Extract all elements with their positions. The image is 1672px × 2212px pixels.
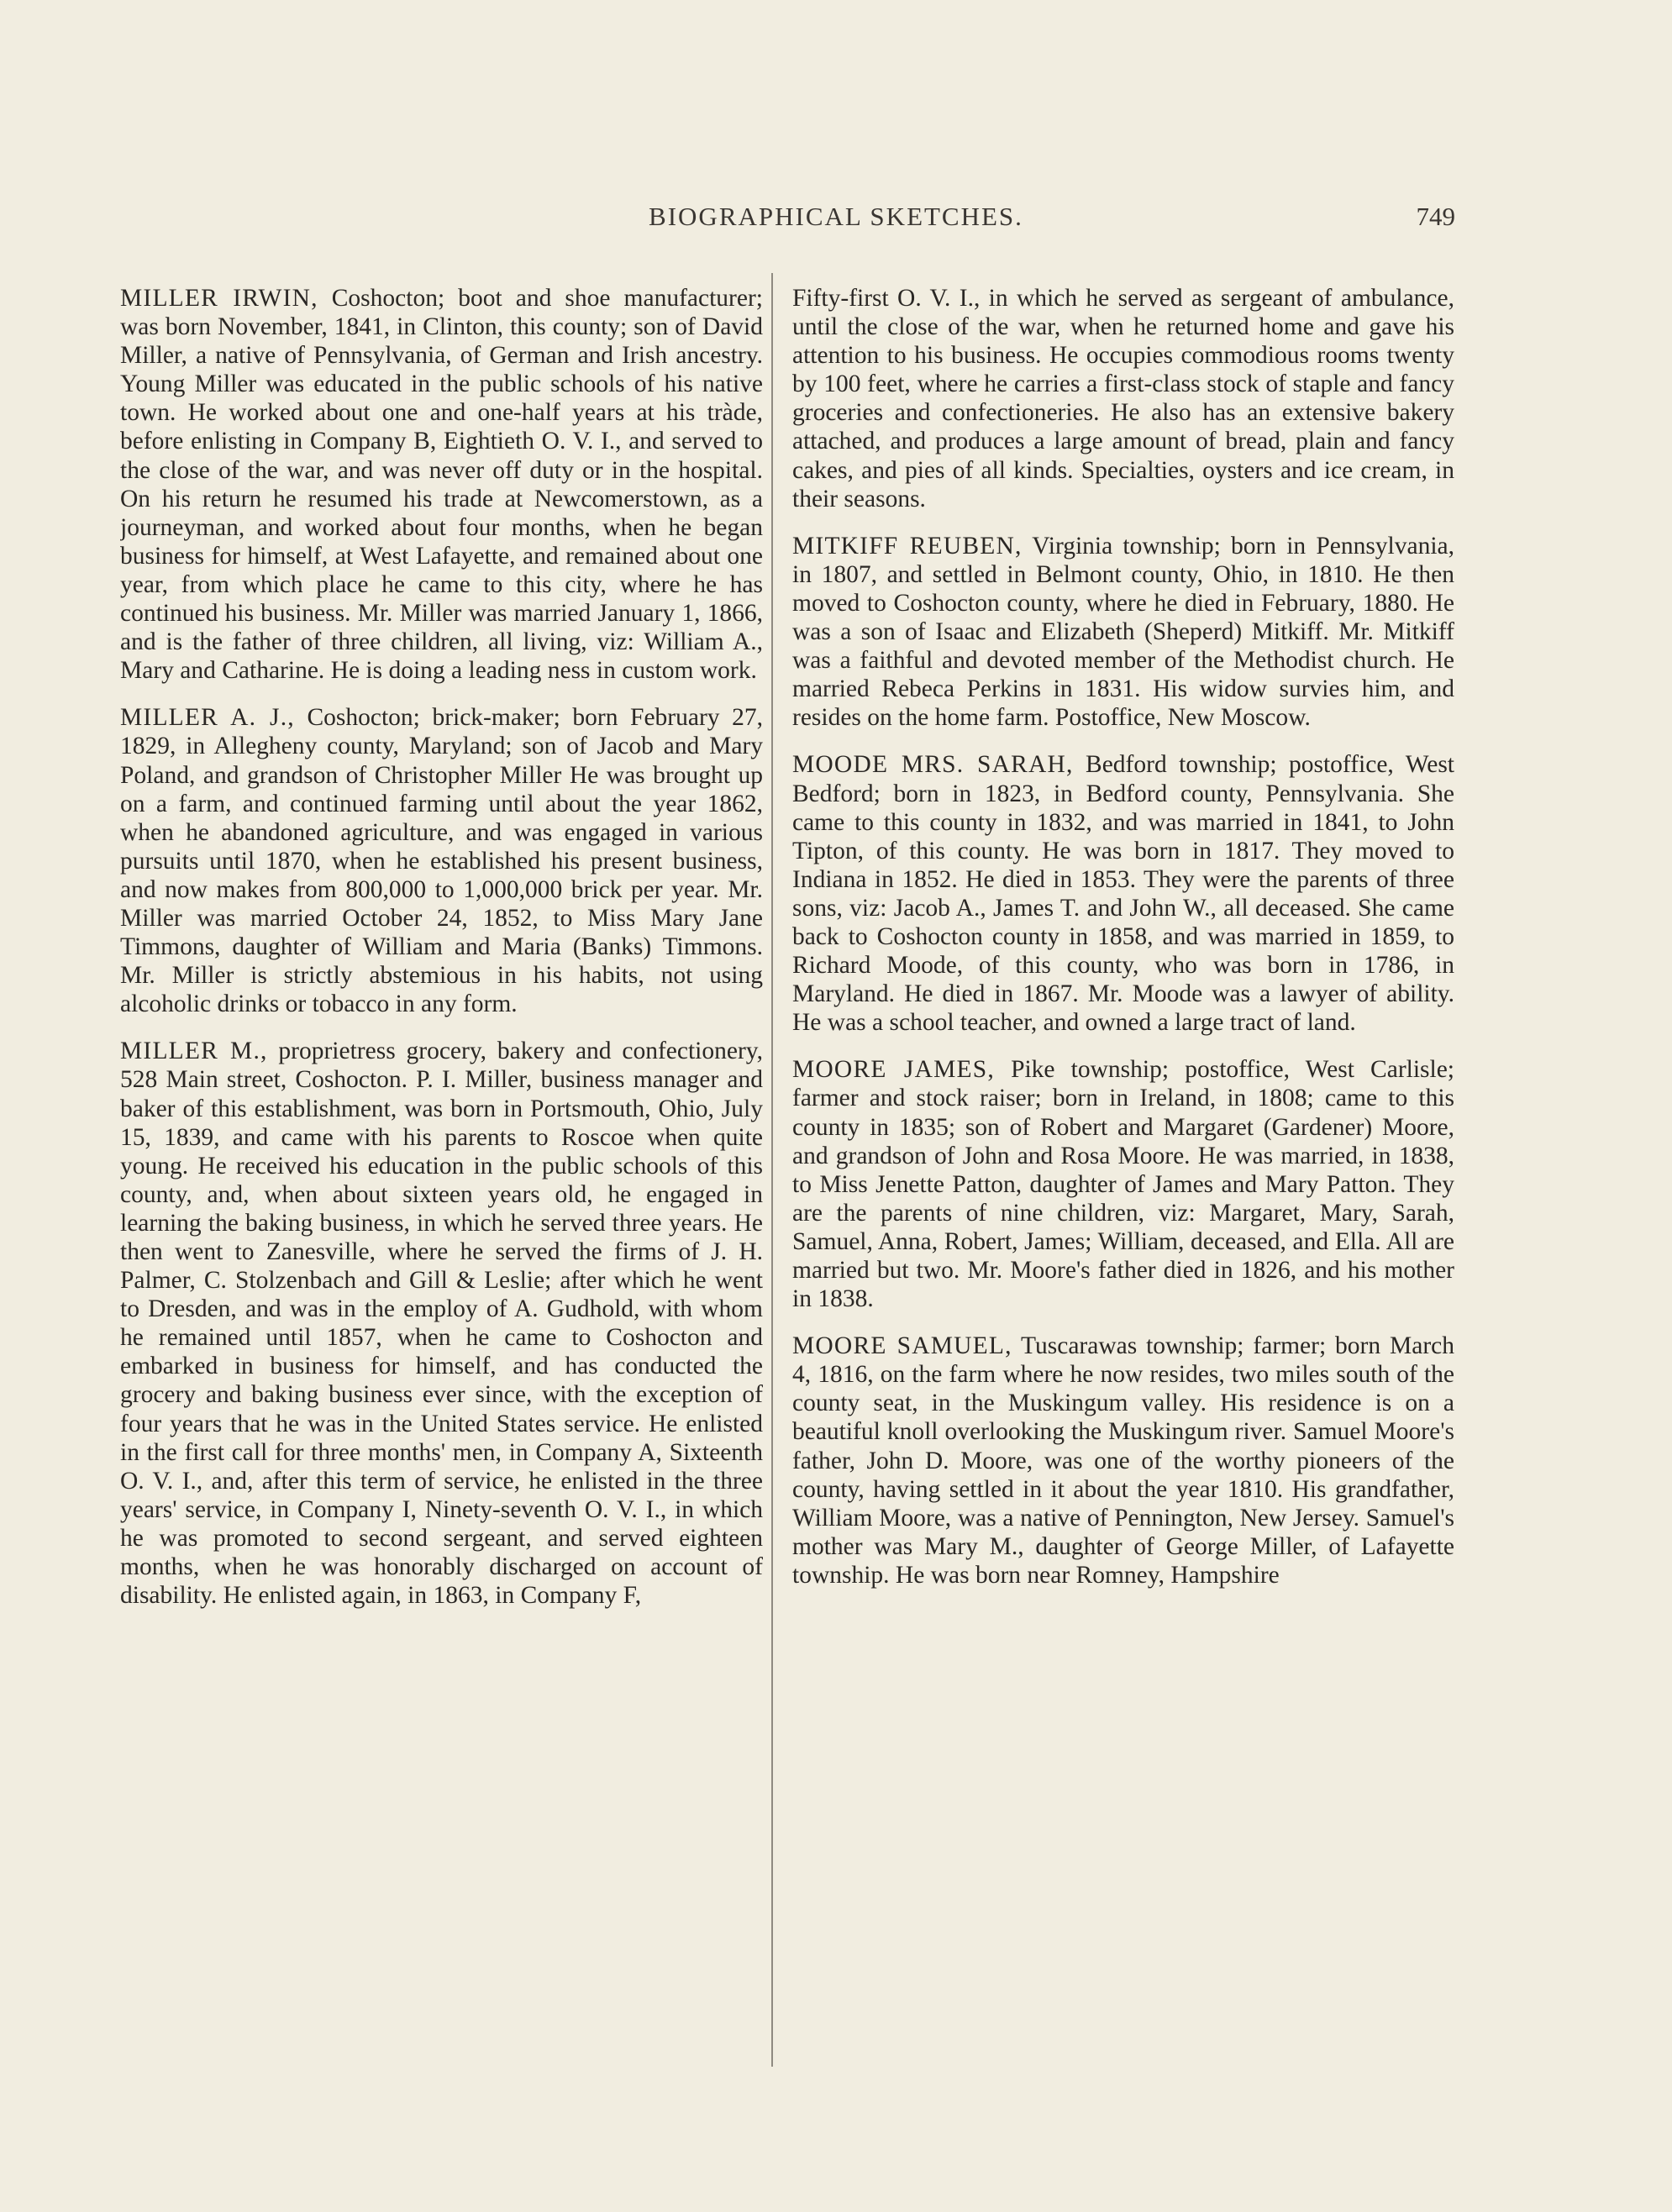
entry-paragraph: [792, 532, 1454, 733]
running-head: [0, 202, 1672, 235]
entry-name: MILLER M.,: [120, 1038, 268, 1065]
entry-name: MOORE JAMES,: [792, 1056, 995, 1084]
entry-paragraph: [792, 284, 1454, 513]
entry-miller-aj: [120, 703, 763, 1018]
entry-name: MILLER IRWIN,: [120, 285, 318, 312]
entry-name: MOORE SAMUEL,: [792, 1332, 1012, 1360]
entry-text: Coshocton; brick-maker; born February 27, 1829, in Allegheny county, Maryland; son of Jacob and Mary Poland, and grandson of Christopher Miller He was brought up on a farm, and continued farming until about the year 1862, when he abandoned agriculture, and was engaged in various pursuits until 1870, when he established his present business, and now makes from 800,000 to 1,000,000 brick per year. Mr. Miller was married October 24, 1852, to Miss Mary Jane Timmons, daughter of William and Maria (Banks) Timmons. Mr. Miller is strictly abstemious in his habits, not using alcoholic drinks or tobacco in any form.: [120, 704, 763, 1018]
entry-text: Bedford township; postoffice, West Bedford; born in 1823, in Bedford county, Pennsylvania. She came to this county in 1832, and was married in 1841, to John Tipton, of this county. He was born in 1817. They moved to Indiana in 1852. He died in 1853. They were the parents of three sons, viz: Jacob A., James T. and John W., all deceased. She came back to Coshocton county in 1858, and was married in 1859, to Richard Moode, of this county, who was born in 1786, in Maryland. He died in 1867. Mr. Moode was a lawyer of ability. He was a school teacher, and owned a large tract of land.: [792, 751, 1454, 1037]
entry-text: Tuscarawas township; farmer; born March 4, 1816, on the farm where he now resides, two miles south of the county seat, in the Muskingum valley. His residence is on a beautiful knoll overlooking the Muskingum river. Samuel Moore's father, John D. Moore, was one of the worthy pioneers of the county, having settled in it about the year 1810. His grandfather, William Moore, was a native of Pennington, New Jersey. Samuel's mother was Mary M., daughter of George Miller, of Lafayette township. He was born near Romney, Hampshire: [792, 1332, 1454, 1589]
entry-name: MITKIFF REUBEN,: [792, 532, 1023, 560]
entry-text: Virginia township; born in Pennsylvania, in 1807, and settled in Belmont county, Ohio, in 1810. He then moved to Coshocton county, where he died in February, 1880. He was a son of Isaac and Elizabeth (Sheperd) Mitkiff. Mr. Mitkiff was a faithful and devoted member of the Methodist church. He married Rebeca Perkins in 1831. His widow survies him, and resides on the home farm. Postoffice, New Moscow.: [792, 532, 1454, 732]
column-divider: [771, 273, 773, 2067]
entry-text: Pike township; postoffice, West Carlisle; farmer and stock raiser; born in Ireland, in 1808; came to this county in 1835; son of Robert and Margaret (Gardener) Moore, and grandson of John and Rosa Moore. He was married, in 1838, to Miss Jenette Patton, daughter of James and Mary Patton. They are the parents of nine children, viz: Margaret, Mary, Sarah, Samuel, Anna, Robert, James; William, deceased, and Ella. All are married but two. Mr. Moore's father died in 1826, and his mother in 1838.: [792, 1056, 1454, 1313]
entry-text: proprietress grocery, bakery and confectionery, 528 Main street, Coshocton. P. I. Miller, business manager and baker of this establishment, was born in Portsmouth, Ohio, July 15, 1839, and came with his parents to Roscoe when quite young. He received his education in the public schools of this county, and, when about sixteen years old, he engaged in learning the baking business, in which he served three years. He then went to Zanesville, where he served the firms of J. H. Palmer, C. Stolzenbach and Gill & Leslie; after which he went to Dresden, and was in the employ of A. Gudhold, with whom he remained until 1857, when he came to Coshocton and embarked in business for himself, and has conducted the grocery and baking business ever since, with the exception of four years that he was in the United States service. He enlisted in the first call for three months' men, in Company A, Sixteenth O. V. I., and, after this term of service, he enlisted in the three years' service, in Company I, Ninety-seventh O. V. I., in which he was promoted to second sergeant, and served eighteen months, when he was honorably discharged on account of disability. He enlisted again, in 1863, in Company F,: [120, 1038, 763, 1610]
entry-paragraph: [120, 1037, 763, 1610]
entry-moore-james: [792, 1055, 1454, 1313]
entry-paragraph: [120, 284, 763, 685]
running-title: BIOGRAPHICAL SKETCHES.: [649, 202, 1023, 231]
entry-mitkiff-reuben: [792, 532, 1454, 733]
entry-moore-samuel: [792, 1332, 1454, 1589]
entry-miller-m-continued: [792, 284, 1454, 513]
entry-miller-irwin: [120, 284, 763, 685]
page-number: 749: [1416, 202, 1455, 231]
entry-name: MOODE MRS. SARAH,: [792, 751, 1074, 779]
entry-name: MILLER A. J.,: [120, 704, 295, 732]
entry-paragraph: [792, 750, 1454, 1037]
entry-text: Fifty-first O. V. I., in which he served as sergeant of ambulance, until the close of the war, when he returned home and gave his attention to his business. He occupies commodious rooms twenty by 100 feet, where he carries a first-class stock of staple and fancy groceries and confectioneries. He also has an extensive bakery attached, and produces a large amount of bread, plain and fancy cakes, and pies of all kinds. Specialties, oysters and ice cream, in their seasons.: [792, 285, 1454, 512]
entry-text: Coshocton; boot and shoe manufacturer; was born November, 1841, in Clinton, this county; son of David Miller, a native of Pennsylvania, of German and Irish ancestry. Young Miller was educated in the public schools of his native town. He worked about one and one-half years at his tràde, before enlisting in Company B, Eightieth O. V. I., and served to the close of the war, and was never off duty or in the hospital. On his return he resumed his trade at Newcomerstown, as a journeyman, and worked about four months, when he began business for himself, at West Lafayette, and remained about one year, from which place he came to this city, where he has continued his business. Mr. Miller was married January 1, 1866, and is the father of three children, all living, viz: William A., Mary and Catharine. He is doing a leading ness in custom work.: [120, 285, 763, 685]
right-column: [792, 284, 1454, 2115]
entry-miller-m: [120, 1037, 763, 1610]
entry-moode-sarah: [792, 750, 1454, 1037]
entry-paragraph: [792, 1055, 1454, 1313]
entry-paragraph: [792, 1332, 1454, 1589]
left-column: [120, 284, 763, 2115]
entry-paragraph: [120, 703, 763, 1018]
